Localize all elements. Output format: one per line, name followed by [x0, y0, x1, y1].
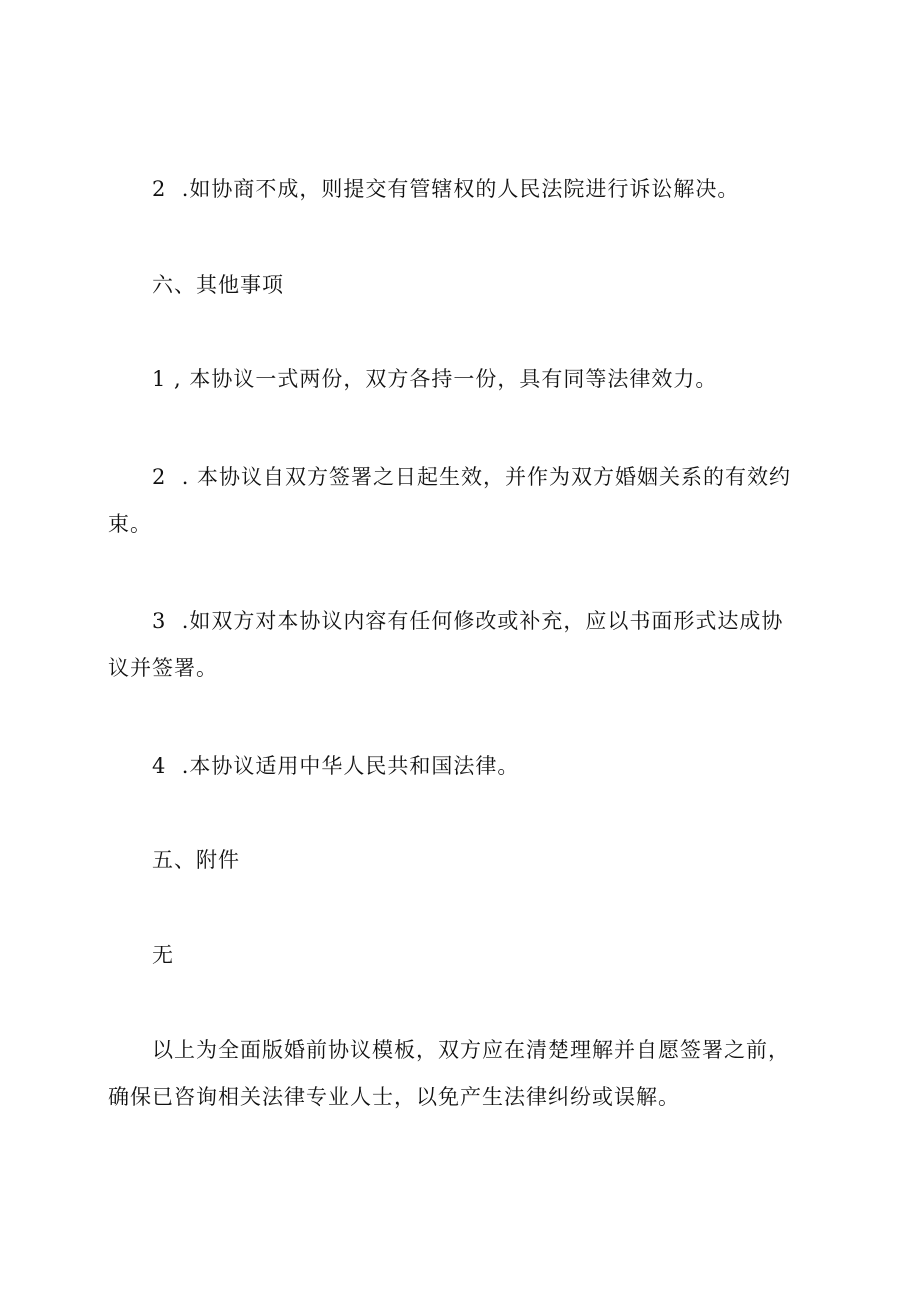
closing-statement: 以上为全面版婚前协议模板，双方应在清楚理解并自愿签署之前，确保已咨询相关法律专业人士，以免产生法律纠纷或误解。: [108, 1038, 790, 1109]
clause-copies: 1 , 本协议一式两份，双方各持一份，具有同等法律效力。: [152, 367, 718, 391]
section-heading-attachments: 五、附件: [152, 848, 240, 872]
clause-6-2-litigation: 2 .如协商不成，则提交有管辖权的人民法院进行诉讼解决。: [152, 177, 740, 201]
clause-effective-date: 2 . 本协议自双方签署之日起生效，并作为双方婚姻关系的有效约束。: [108, 465, 792, 536]
section-heading-other-matters: 六、其他事项: [152, 273, 284, 297]
clause-amendments: 3 .如双方对本协议内容有任何修改或补充，应以书面形式达成协议并签署。: [108, 609, 784, 680]
attachments-none: 无: [152, 943, 174, 967]
clause-governing-law: 4 .本协议适用中华人民共和国法律。: [152, 754, 520, 778]
